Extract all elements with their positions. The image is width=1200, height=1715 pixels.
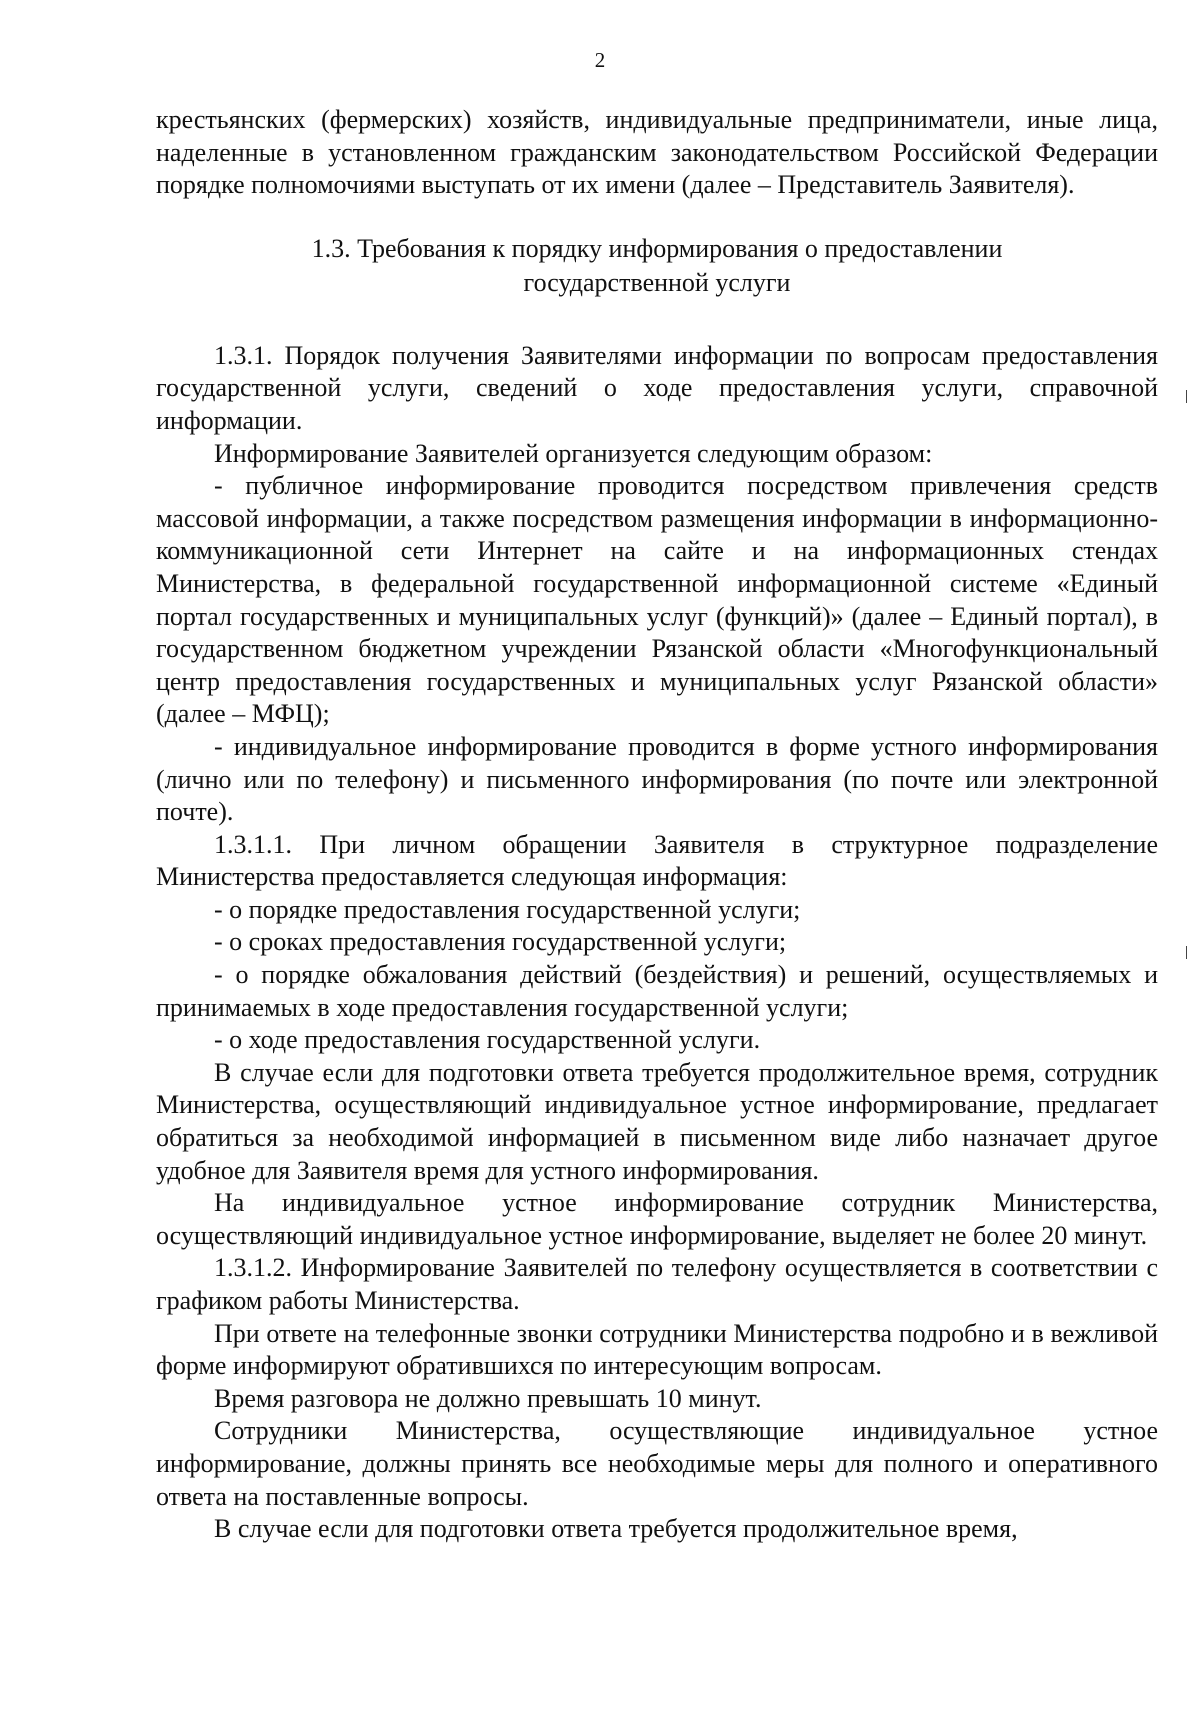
scan-margin-mark-top — [1186, 390, 1187, 403]
document-body — [156, 104, 1158, 1546]
paragraph-informing-intro: Информирование Заявителей организуется следующим образом: — [214, 438, 933, 468]
list-item-terms: - о сроках предоставления государственной услуги; — [214, 927, 787, 957]
section-heading-line-2: государственной услуги — [523, 267, 791, 297]
paragraph-long-preparation-continued: В случае если для подготовки ответа требуется продолжительное время, — [214, 1514, 1018, 1544]
paragraph-staff-measures: Сотрудники Министерства, осуществляющие индивидуальное устное информирование, должны принять все необходимые меры для полного и оперативного ответа на поставленные вопросы. — [156, 1416, 1158, 1511]
list-item-appeal: - о порядке обжалования действий (бездействия) и решений, осуществляемых и принимаемых в ходе предоставления государственной услуги; — [156, 960, 1158, 1022]
list-item-public-informing: - публичное информирование проводится посредством привлечения средств массовой информации, а также посредством размещения информации в информационно-коммуникационной сети Интернет на сайте и на информационных стендах Министерства, в федеральной государственной информационной системе «Единый портал государственных и муниципальных услуг (функций)» (далее – Единый портал), в государственном бюджетном учреждении Рязанской области «Многофункциональный центр предоставления государственных и муниципальных услуг Рязанской области» (далее – МФЦ); — [156, 471, 1158, 729]
paragraph-1-3-1-2: 1.3.1.2. Информирование Заявителей по телефону осуществляется в соответствии с графиком работы Министерства. — [156, 1253, 1158, 1315]
list-item-progress: - о ходе предоставления государственной услуги. — [214, 1025, 761, 1055]
scan-margin-mark-bottom — [1186, 946, 1187, 959]
paragraph-1-3-1: 1.3.1. Порядок получения Заявителями информации по вопросам предоставления государственной услуги, сведений о ходе предоставления услуги, справочной информации. — [156, 340, 1158, 435]
intro-paragraph: крестьянских (фермерских) хозяйств, индивидуальные предприниматели, иные лица, наделенные в установленном гражданским законодательством Российской Федерации порядке полномочиями выступать от их имени (далее – Представитель Заявителя). — [156, 105, 1158, 200]
paragraph-long-preparation: В случае если для подготовки ответа требуется продолжительное время, сотрудник Министерства, осуществляющий индивидуальное устное информирование, предлагает обратиться за необходимой информацией в письменном виде либо назначает другое удобное для Заявителя время для устного информирования. — [156, 1057, 1158, 1185]
section-heading-line-1: 1.3. Требования к порядку информирования о предоставлении — [311, 233, 1003, 263]
section-heading — [156, 232, 1158, 300]
paragraph-time-limit-20: На индивидуальное устное информирование сотрудник Министерства, осуществляющий индивидуальное устное информирование, выделяет не более 20 минут. — [156, 1188, 1158, 1250]
list-item-individual-informing: - индивидуальное информирование проводится в форме устного информирования (лично или по телефону) и письменного информирования (по почте или электронной почте). — [156, 731, 1158, 827]
paragraph-phone-answers: При ответе на телефонные звонки сотрудники Министерства подробно и в вежливой форме информируют обратившихся по интересующим вопросам. — [156, 1318, 1158, 1381]
list-item-procedure: - о порядке предоставления государственной услуги; — [214, 894, 801, 924]
page-number: 2 — [594, 48, 606, 72]
paragraph-1-3-1-1: 1.3.1.1. При личном обращении Заявителя в структурное подразделение Министерства предоставляется следующая информация: — [156, 829, 1158, 892]
paragraph-time-limit-10: Время разговора не должно превышать 10 минут. — [214, 1383, 762, 1413]
